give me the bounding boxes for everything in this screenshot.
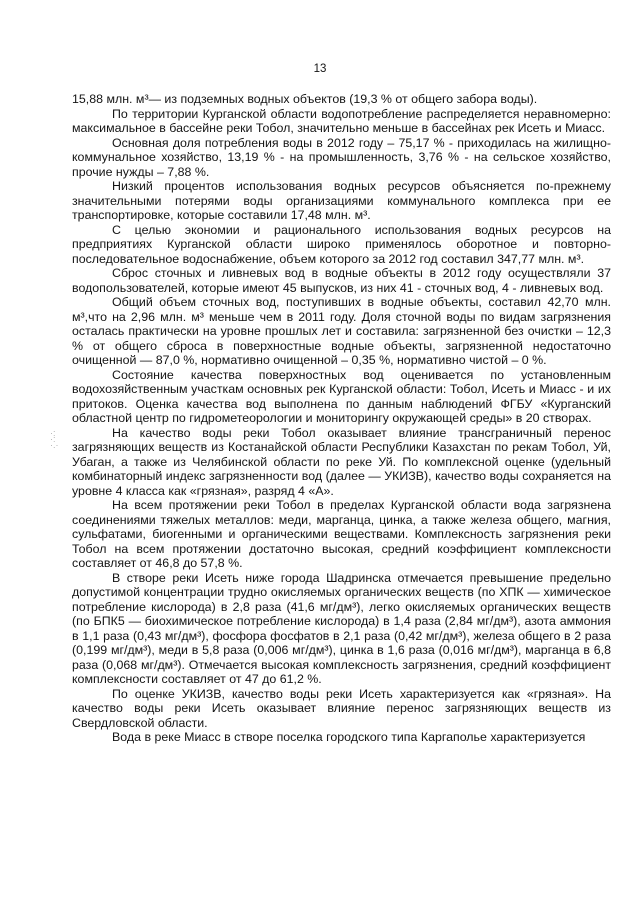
page-number: 13	[313, 63, 327, 75]
paragraph-surface-water-state: Состояние качества поверхностных вод оценивается по установленным водохозяйственным участкам основных рек Курганской области: Тобол, Исеть и Миасс - и их притоков. Оценка качества вод выполнена по данным наблюдений ФГБУ «Курганский областной центр по гидрометеорологии и мониторингу окружающей среды» в 20 створах.	[72, 367, 611, 425]
paragraph-miass-kargapolye: Вода в реке Миасс в створе поселка городского типа Каргаполье характеризуется	[112, 730, 586, 744]
paragraph-tobol-metals: На всем протяжении реки Тобол в пределах Курганской области вода загрязнена соединениями тяжелых металлов: меди, марганца, цинка, а также железа общего, магния, сульфатами, биогенными и органическими веществами. Комплексность загрязнения реки Тобол на всем протяжении достаточно высокая, средний коэффициент комплексности составляет от 46,8 до 57,8 %.	[72, 498, 611, 570]
paragraph-groundwater-share: 15,88 млн. м³— из подземных водных объектов (19,3 % от общего забора воды).	[72, 92, 538, 106]
paragraph-consumption-shares: Основная доля потребления воды в 2012 году – 75,17 % - приходилась на жилищно-коммунальное хозяйство, 13,19 % - на промышленность, 3,76 % - на сельское хозяйство, прочие нужды – 7,88 %.	[72, 135, 611, 179]
paragraph-iset-shadrinsk: В створе реки Исеть ниже города Шадринска отмечается превышение предельно допустимой концентрации трудно окисляемых органических веществ (по ХПК — химическое потребление кислорода) в 2,8 раза (41,6 мг/дм³), легко окисляемых органических веществ (по БПК5 — биохимическое потребление кислорода) в 1,4 раза (2,84 мг/дм³), азота аммония в 1,1 раза (0,43 мг/дм³), фосфора фосфатов в 2,1 раза (0,42 мг/дм³), железа общего в 2 раза (0,199 мг/дм³), меди в 5,8 раза (0,006 мг/дм³), цинка в 1,6 раза (0,016 мг/дм³), марганца в 6,8 раза (0,068 мг/дм³). Отмечается высокая комплексность загрязнения, средний коэффициент комплексности составляет от 47 до 61,2 %.	[72, 570, 611, 686]
paragraph-water-distribution: По территории Курганской области водопотребление распределяется неравномерно: максимальное в бассейне реки Тобол, значительно меньше в бассейнах рек Исеть и Миасс.	[72, 106, 611, 135]
paragraph-wastewater-volume: Общий объем сточных вод, поступивших в водные объекты, составил 42,70 млн. м³,что на 2,96 млн. м³ меньше чем в 2011 году. Доля сточной воды по видам загрязнения осталась практически на уровне прошлых лет и составила: загрязненной без очистки – 12,3 % от общего сброса в поверхностные водные объекты, загрязненной недостаточно очищенной — 87,0 %, нормативно очищенной – 0,35 %, нормативно чистой – 0 %.	[72, 295, 611, 367]
paragraph-discharge-users: Сброс сточных и ливневых вод в водные объекты в 2012 году осуществляли 37 водопользователей, которые имеют 45 выпусков, из них 41 - сточных вод, 4 - ливневых вод.	[72, 266, 611, 295]
margin-mark: ·:·:·.·	[50, 428, 59, 450]
paragraph-tobol-transboundary: На качество воды реки Тобол оказывает влияние трансграничный перенос загрязняющих веществ из Костанайской области Республики Казахстан по рекам Тобол, Уй, Убаган, а также из Челябинской области по реке Уй. По комплексной оценке (удельный комбинаторный индекс загрязненности вод (далее — УКИЗВ), качество воды сохраняется на уровне 4 класса как «грязная», разряд 4 «А».	[72, 425, 611, 498]
paragraph-recycled-supply: С целью экономии и рационального использования водных ресурсов на предприятиях Курганской области широко применялось оборотное и повторно-последовательное водоснабжение, объем которого за 2012 год составил 347,77 млн. м³.	[72, 222, 611, 266]
document-body	[72, 92, 611, 745]
paragraph-water-losses: Низкий процентов использования водных ресурсов объясняется по-прежнему значительными потерями воды организациями коммунального комплекса при ее транспортировке, которые составили 17,48 млн. м³.	[72, 179, 611, 222]
paragraph-iset-ukizv: По оценке УКИЗВ, качество воды реки Исеть характеризуется как «грязная». На качество воды реки Исеть оказывает влияние перенос загрязняющих веществ из Свердловской области.	[72, 686, 611, 730]
